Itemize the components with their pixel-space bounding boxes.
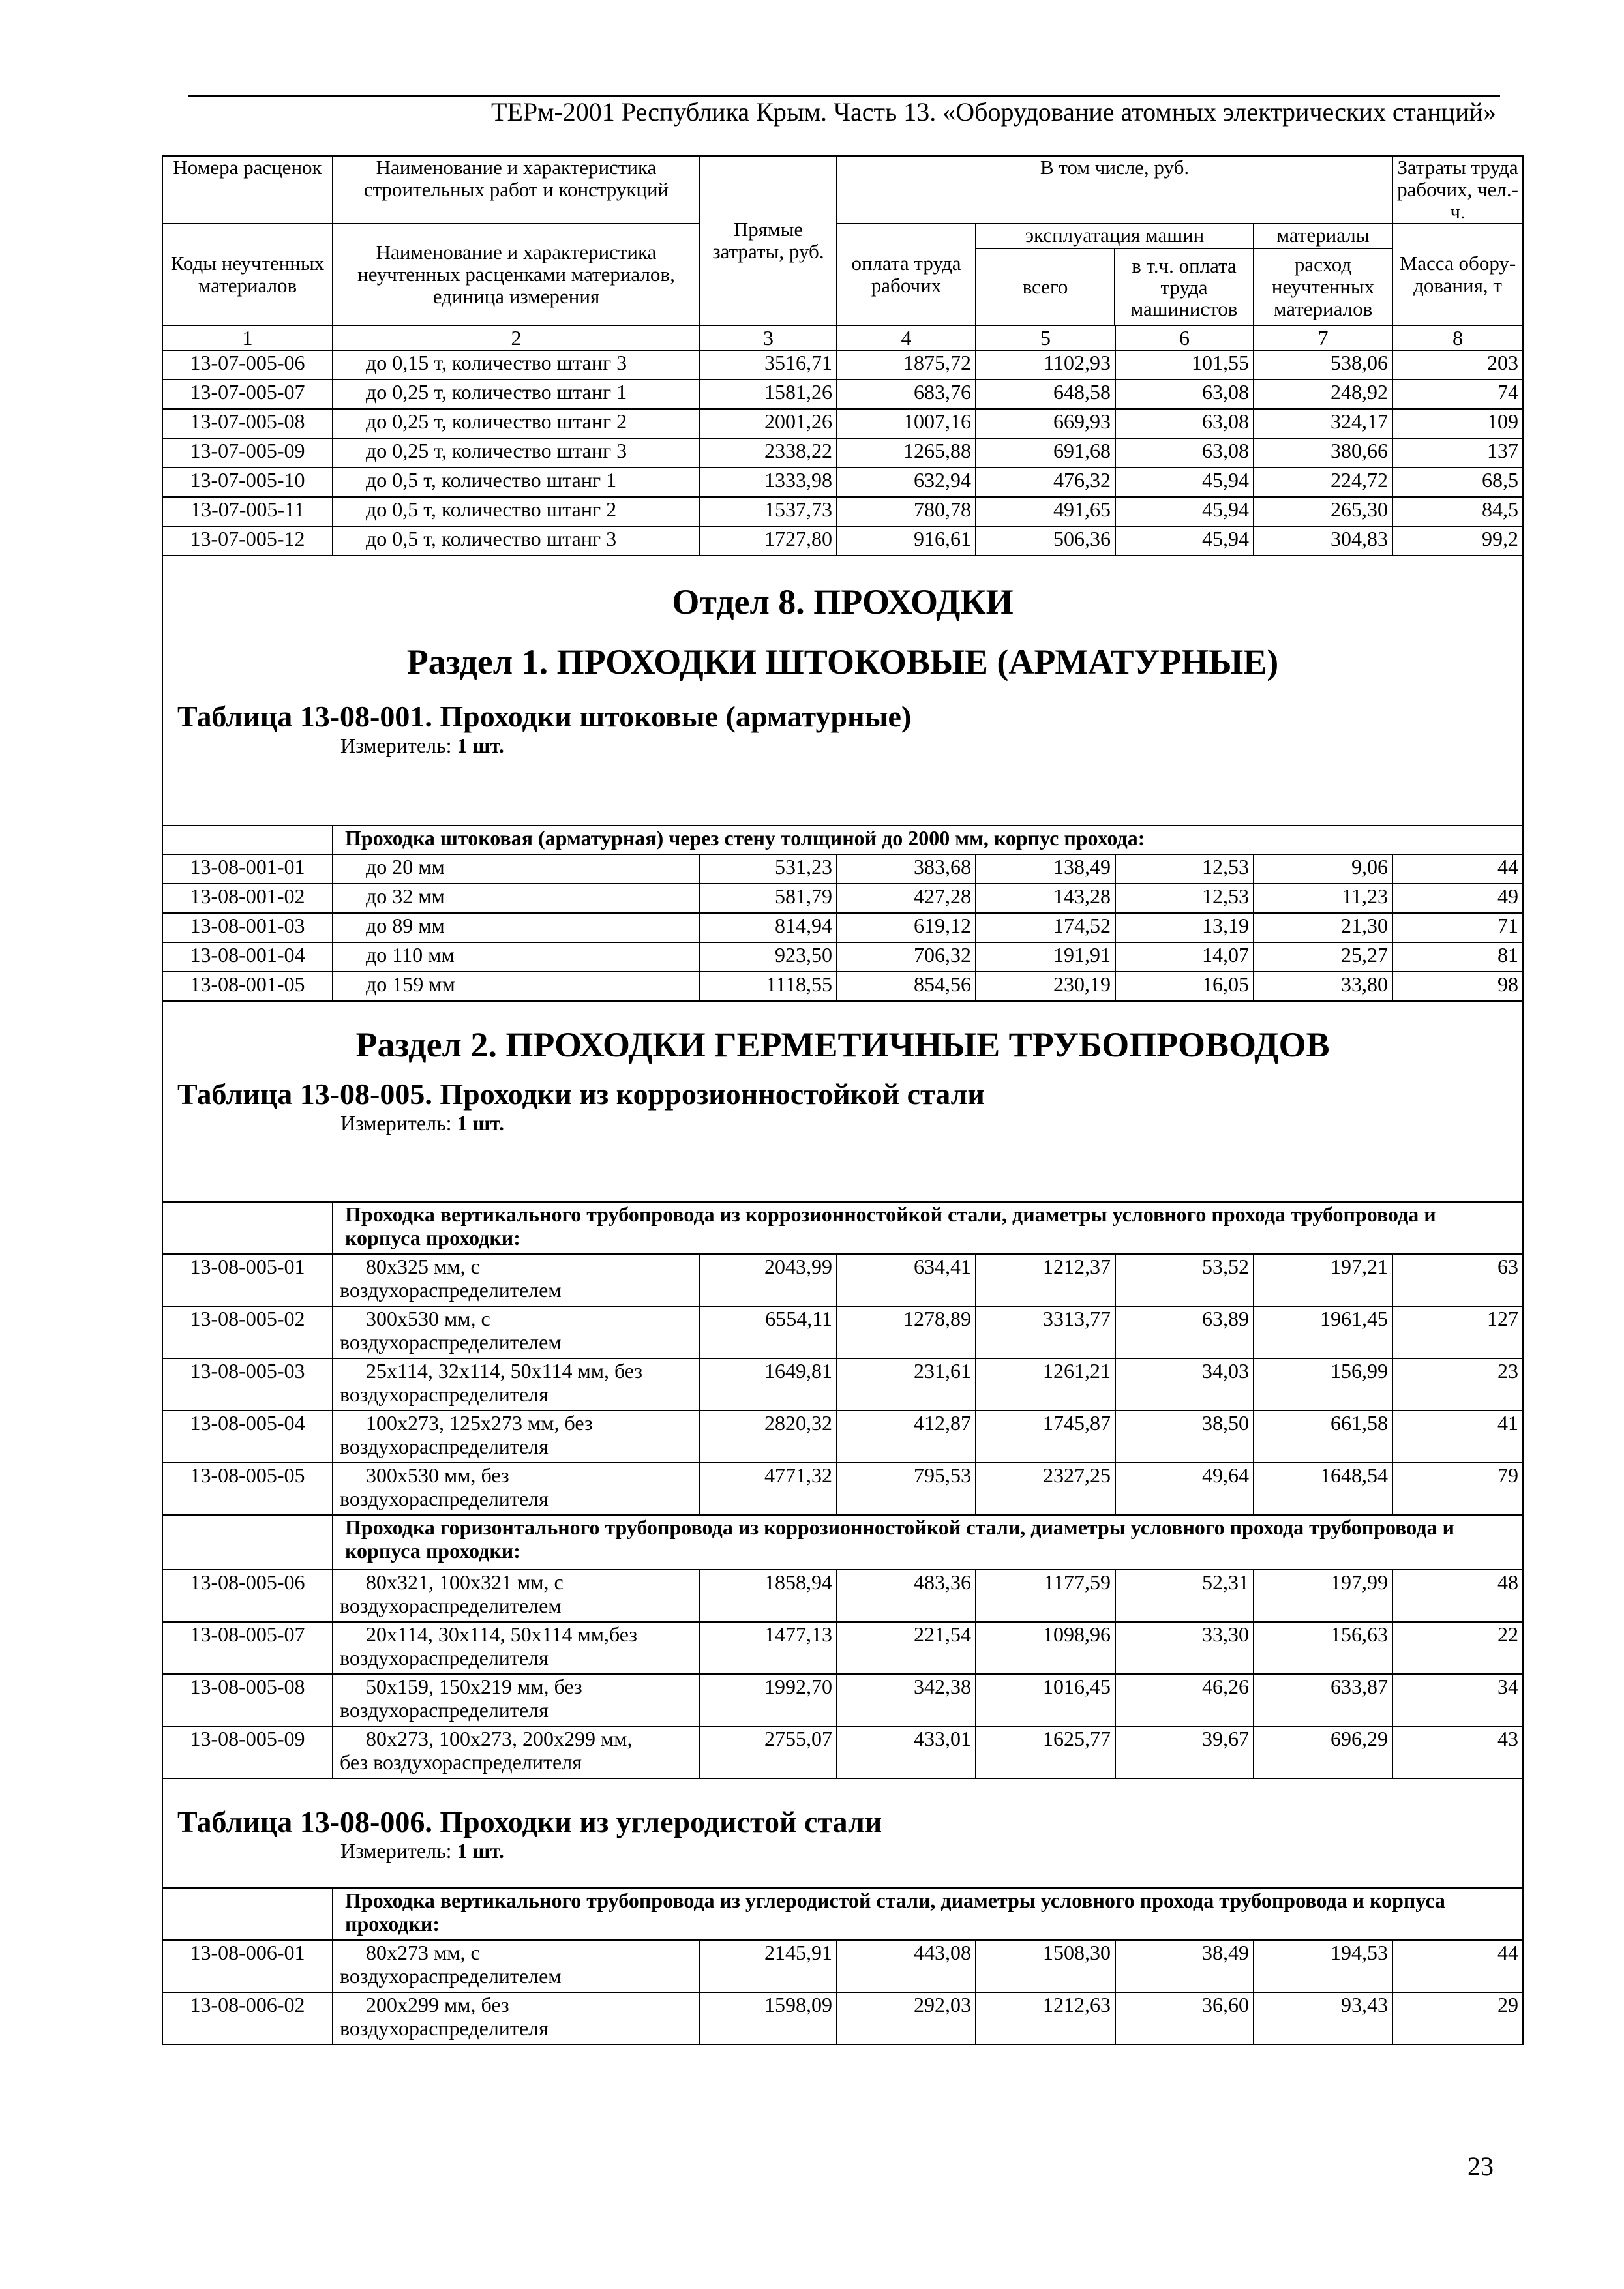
table-row	[162, 972, 1523, 1001]
header-rule	[188, 95, 1500, 97]
rate-name-line1: 80х321, 100х321 мм, с	[366, 1570, 564, 1594]
rate-code: 13-08-005-01	[162, 1254, 333, 1306]
table-row	[162, 913, 1523, 942]
rate-value: 633,87	[1254, 1674, 1392, 1726]
rate-name	[333, 1463, 700, 1515]
rate-value: 1649,81	[700, 1358, 837, 1411]
rate-value: 780,78	[837, 497, 976, 526]
rate-value: 25,27	[1254, 942, 1392, 972]
rate-value: 1648,54	[1254, 1463, 1392, 1515]
rate-name: до 0,5 т, количество штанг 2	[333, 497, 700, 526]
rate-value: 231,61	[837, 1358, 976, 1411]
rate-name: до 89 мм	[333, 913, 700, 942]
rate-value: 412,87	[837, 1411, 976, 1463]
group-heading: Проходка горизонтального трубопровода из коррозионностойкой стали, диаметры условного прохода трубопровода и корпуса проходки:	[333, 1515, 1523, 1570]
group-row	[162, 1888, 1523, 1940]
table-row	[162, 380, 1523, 409]
rate-value: 538,06	[1254, 350, 1392, 380]
group-heading: Проходка вертикального трубопровода из коррозионностойкой стали, диаметры условного прохода трубопровода и корпуса проходки:	[333, 1202, 1523, 1254]
th-works-name: Наименование и характеристика строительных работ и конструкций	[333, 156, 700, 224]
rate-name-line1: 200х299 мм, без	[366, 1993, 509, 2016]
rate-value: 265,30	[1254, 497, 1392, 526]
rate-name-line2: воздухораспределителем	[340, 1278, 562, 1302]
rate-value: 49,64	[1115, 1463, 1254, 1515]
rate-name-line2: воздухораспределителем	[340, 1594, 562, 1617]
rate-name: до 0,5 т, количество штанг 1	[333, 468, 700, 497]
rate-value: 634,41	[837, 1254, 976, 1306]
th-machines: эксплуатация машин	[976, 224, 1253, 249]
th-materials-group	[1254, 224, 1392, 325]
rate-value: 380,66	[1254, 438, 1392, 468]
rate-code: 13-08-005-06	[162, 1570, 333, 1622]
table-title-001: Таблица 13-08-001. Проходки штоковые (арматурные)	[177, 700, 912, 733]
rate-code: 13-07-005-07	[162, 380, 333, 409]
rate-code: 13-08-001-02	[162, 884, 333, 913]
rate-code: 13-08-001-03	[162, 913, 333, 942]
measure-value: 1 шт.	[457, 734, 504, 757]
rate-code: 13-08-005-08	[162, 1674, 333, 1726]
rate-name-line2: воздухораспределителем	[340, 1964, 562, 1988]
rate-value: 2338,22	[700, 438, 837, 468]
rate-name	[333, 1411, 700, 1463]
rate-value: 74	[1392, 380, 1523, 409]
rate-code: 13-08-006-02	[162, 1992, 333, 2044]
table-row	[162, 1726, 1523, 1778]
rate-name-line1: 50х159, 150х219 мм, без	[366, 1675, 582, 1698]
rate-code: 13-07-005-06	[162, 350, 333, 380]
rate-value: 531,23	[700, 854, 837, 884]
rate-value: 2145,91	[700, 1940, 837, 1992]
measure-001	[163, 734, 1522, 757]
rate-value: 137	[1392, 438, 1523, 468]
rate-value: 48	[1392, 1570, 1523, 1622]
rate-name	[333, 1254, 700, 1306]
rate-value: 221,54	[837, 1622, 976, 1674]
rate-name-line1: 25х114, 32х114, 50х114 мм, без	[366, 1359, 643, 1383]
rate-value: 44	[1392, 854, 1523, 884]
rate-value: 1333,98	[700, 468, 837, 497]
rate-name	[333, 1674, 700, 1726]
rate-code: 13-08-005-05	[162, 1463, 333, 1515]
table-row	[162, 409, 1523, 438]
rate-name-line2: воздухораспределителя	[340, 1646, 549, 1669]
rate-name	[333, 1940, 700, 1992]
rate-value: 45,94	[1115, 526, 1254, 556]
rate-value: 581,79	[700, 884, 837, 913]
group-heading: Проходка вертикального трубопровода из углеродистой стали, диаметры условного прохода трубопровода и корпуса проходки:	[333, 1888, 1523, 1940]
rate-value: 1992,70	[700, 1674, 837, 1726]
measure-value: 1 шт.	[457, 1839, 504, 1863]
rate-value: 1858,94	[700, 1570, 837, 1622]
rate-name-line2: воздухораспределителя	[340, 1698, 549, 1722]
rate-value: 23	[1392, 1358, 1523, 1411]
rate-code: 13-08-006-01	[162, 1940, 333, 1992]
rate-code: 13-07-005-08	[162, 409, 333, 438]
table-row	[162, 1622, 1523, 1674]
th-equipment-mass: Масса обору-дования, т	[1392, 224, 1523, 325]
measure-label: Измеритель:	[340, 1839, 452, 1863]
rate-value: 1212,63	[976, 1992, 1115, 2044]
rate-value: 443,08	[837, 1940, 976, 1992]
rate-value: 98	[1392, 972, 1523, 1001]
th-materials: материалы	[1254, 224, 1392, 249]
th-num: 6	[1115, 325, 1254, 350]
rate-value: 39,67	[1115, 1726, 1254, 1778]
rate-value: 93,43	[1254, 1992, 1392, 2044]
rate-value: 63	[1392, 1254, 1523, 1306]
table-row	[162, 1674, 1523, 1726]
rate-value: 6554,11	[700, 1306, 837, 1358]
rate-name-line1: 20х114, 30х114, 50х114 мм,без	[366, 1623, 638, 1646]
rate-value: 33,30	[1115, 1622, 1254, 1674]
rate-name	[333, 1622, 700, 1674]
th-material-codes: Коды неучтенных материалов	[162, 224, 333, 325]
rate-name: до 0,25 т, количество штанг 2	[333, 409, 700, 438]
table-row	[162, 1411, 1523, 1463]
table-row	[162, 1940, 1523, 1992]
rate-value: 33,80	[1254, 972, 1392, 1001]
measure-label: Измеритель:	[340, 734, 452, 757]
rate-code: 13-07-005-10	[162, 468, 333, 497]
th-num: 8	[1392, 325, 1523, 350]
rate-name	[333, 1992, 700, 2044]
rate-value: 52,31	[1115, 1570, 1254, 1622]
th-num: 5	[976, 325, 1115, 350]
rate-value: 248,92	[1254, 380, 1392, 409]
rate-value: 1537,73	[700, 497, 837, 526]
th-unaccounted-materials: расход неучтенных материалов	[1271, 253, 1375, 320]
table-row	[162, 1358, 1523, 1411]
rate-code: 13-08-001-01	[162, 854, 333, 884]
rate-value: 143,28	[976, 884, 1115, 913]
rate-value: 21,30	[1254, 913, 1392, 942]
rate-value: 3516,71	[700, 350, 837, 380]
table-title-006: Таблица 13-08-006. Проходки из углеродистой стали	[177, 1805, 882, 1838]
table-row	[162, 350, 1523, 380]
rate-value: 1265,88	[837, 438, 976, 468]
rate-value: 34	[1392, 1674, 1523, 1726]
rate-value: 696,29	[1254, 1726, 1392, 1778]
rate-value: 138,49	[976, 854, 1115, 884]
rate-name-line1: 80х273 мм, с	[366, 1941, 480, 1964]
rate-value: 661,58	[1254, 1411, 1392, 1463]
th-num: 7	[1254, 325, 1392, 350]
rate-value: 1007,16	[837, 409, 976, 438]
rate-value: 38,49	[1115, 1940, 1254, 1992]
rate-value: 706,32	[837, 942, 976, 972]
rate-value: 63,89	[1115, 1306, 1254, 1358]
rate-value: 1508,30	[976, 1940, 1115, 1992]
table-row	[162, 942, 1523, 972]
rate-value: 683,76	[837, 380, 976, 409]
th-including: В том числе, руб.	[837, 156, 1392, 224]
price-table	[162, 155, 1524, 2045]
rate-value: 1261,21	[976, 1358, 1115, 1411]
rate-value: 79	[1392, 1463, 1523, 1515]
th-num: 4	[837, 325, 976, 350]
rate-value: 342,38	[837, 1674, 976, 1726]
rate-name	[333, 1726, 700, 1778]
group-heading: Проходка штоковая (арматурная) через стену толщиной до 2000 мм, корпус прохода:	[333, 826, 1523, 854]
rate-value: 304,83	[1254, 526, 1392, 556]
rate-value: 1118,55	[700, 972, 837, 1001]
rate-code: 13-08-005-02	[162, 1306, 333, 1358]
rate-value: 156,63	[1254, 1622, 1392, 1674]
th-direct-costs: Прямые затраты, руб.	[700, 156, 837, 325]
rate-value: 38,50	[1115, 1411, 1254, 1463]
rate-name-line2: без воздухораспределителя	[340, 1750, 582, 1774]
rate-value: 99,2	[1392, 526, 1523, 556]
rate-code: 13-07-005-11	[162, 497, 333, 526]
rate-name: до 0,15 т, количество штанг 3	[333, 350, 700, 380]
running-header: ТЕРм-2001 Республика Крым. Часть 13. «Оборудование атомных электрических станций»	[491, 97, 1496, 127]
rate-value: 101,55	[1115, 350, 1254, 380]
rate-value: 691,68	[976, 438, 1115, 468]
measure-value: 1 шт.	[457, 1111, 504, 1135]
rate-value: 1745,87	[976, 1411, 1115, 1463]
rate-code: 13-07-005-12	[162, 526, 333, 556]
rate-value: 916,61	[837, 526, 976, 556]
section-razdel-2: Раздел 2. ПРОХОДКИ ГЕРМЕТИЧНЫЕ ТРУБОПРОВОДОВ	[355, 1025, 1330, 1064]
rate-code: 13-08-005-09	[162, 1726, 333, 1778]
rate-value: 109	[1392, 409, 1523, 438]
rate-value: 491,65	[976, 497, 1115, 526]
rate-value: 41	[1392, 1411, 1523, 1463]
rate-value: 1212,37	[976, 1254, 1115, 1306]
rate-value: 4771,32	[700, 1463, 837, 1515]
rate-value: 16,05	[1115, 972, 1254, 1001]
rate-value: 224,72	[1254, 468, 1392, 497]
rate-value: 63,08	[1115, 380, 1254, 409]
rate-value: 34,03	[1115, 1358, 1254, 1411]
rate-value: 1727,80	[700, 526, 837, 556]
group-row	[162, 1515, 1523, 1570]
table-row	[162, 526, 1523, 556]
rate-value: 22	[1392, 1622, 1523, 1674]
rate-value: 29	[1392, 1992, 1523, 2044]
rate-value: 669,93	[976, 409, 1115, 438]
rate-value: 427,28	[837, 884, 976, 913]
rate-value: 9,06	[1254, 854, 1392, 884]
rate-code: 13-08-005-07	[162, 1622, 333, 1674]
rate-value: 1625,77	[976, 1726, 1115, 1778]
rate-value: 433,01	[837, 1726, 976, 1778]
section-razdel-1: Раздел 1. ПРОХОДКИ ШТОКОВЫЕ (АРМАТУРНЫЕ)	[406, 642, 1279, 681]
table-row	[162, 884, 1523, 913]
rate-name-line1: 100х273, 125х273 мм, без	[366, 1411, 593, 1435]
th-rate-numbers: Номера расценок	[162, 156, 333, 224]
rate-value: 2327,25	[976, 1463, 1115, 1515]
section-block-2-cell	[162, 1001, 1523, 1202]
rate-value: 36,60	[1115, 1992, 1254, 2044]
rate-value: 44	[1392, 1940, 1523, 1992]
section-otdel: Отдел 8. ПРОХОДКИ	[672, 582, 1014, 621]
rate-value: 45,94	[1115, 497, 1254, 526]
rate-name-line1: 300х530 мм, без	[366, 1463, 509, 1487]
rate-name: до 0,25 т, количество штанг 1	[333, 380, 700, 409]
rate-value: 63,08	[1115, 409, 1254, 438]
rate-value: 632,94	[837, 468, 976, 497]
rate-name	[333, 1358, 700, 1411]
table-title-005: Таблица 13-08-005. Проходки из коррозионностойкой стали	[177, 1077, 985, 1111]
rate-name: до 20 мм	[333, 854, 700, 884]
rate-value: 1477,13	[700, 1622, 837, 1674]
th-machinists-pay: в т.ч. оплата труда машинистов	[1130, 254, 1238, 320]
rate-name-line1: 80х325 мм, с	[366, 1255, 480, 1278]
group-row	[162, 826, 1523, 854]
rate-name-line2: воздухораспределителем	[340, 1330, 562, 1354]
table-row	[162, 1463, 1523, 1515]
rate-name-line2: воздухораспределителя	[340, 1383, 549, 1406]
rate-value: 1102,93	[976, 350, 1115, 380]
rate-value: 127	[1392, 1306, 1523, 1358]
rate-value: 1177,59	[976, 1570, 1115, 1622]
rate-value: 156,99	[1254, 1358, 1392, 1411]
rate-value: 2755,07	[700, 1726, 837, 1778]
rate-value: 923,50	[700, 942, 837, 972]
rate-code: 13-07-005-09	[162, 438, 333, 468]
section-block-3-cell	[162, 1778, 1523, 1888]
section-block-2	[162, 1001, 1523, 1202]
th-workers-pay: оплата труда рабочих	[837, 224, 976, 325]
rate-code: 13-08-001-05	[162, 972, 333, 1001]
rate-name	[333, 1306, 700, 1358]
table-row	[162, 1254, 1523, 1306]
rate-value: 46,26	[1115, 1674, 1254, 1726]
table-row	[162, 854, 1523, 884]
table-row	[162, 438, 1523, 468]
rate-value: 1016,45	[976, 1674, 1115, 1726]
th-materials-name: Наименование и характеристика неучтенных расценками материалов, единица измерения	[333, 224, 700, 325]
rate-value: 14,07	[1115, 942, 1254, 972]
rate-value: 1598,09	[700, 1992, 837, 2044]
section-block-1	[162, 556, 1523, 826]
rate-value: 3313,77	[976, 1306, 1115, 1358]
thead-numbers	[162, 325, 1523, 350]
rate-value: 191,91	[976, 942, 1115, 972]
rate-value: 506,36	[976, 526, 1115, 556]
th-num: 3	[700, 325, 837, 350]
rate-value: 13,19	[1115, 913, 1254, 942]
rate-code: 13-08-001-04	[162, 942, 333, 972]
rate-value: 49	[1392, 884, 1523, 913]
rate-value: 71	[1392, 913, 1523, 942]
group-row	[162, 1202, 1523, 1254]
rate-name-line2: воздухораспределителя	[340, 1487, 549, 1510]
rate-name-line1: 300х530 мм, с	[366, 1307, 490, 1330]
rate-value: 854,56	[837, 972, 976, 1001]
page-number: 23	[1467, 2151, 1494, 2181]
rate-name	[333, 1570, 700, 1622]
rate-value: 53,52	[1115, 1254, 1254, 1306]
rate-name-line2: воздухораспределителя	[340, 1435, 549, 1458]
group-spacer	[162, 826, 333, 854]
measure-005	[163, 1111, 1522, 1135]
thead-row-2	[162, 224, 1523, 325]
rate-name: до 0,25 т, количество штанг 3	[333, 438, 700, 468]
rate-name-line1: 80х273, 100х273, 200х299 мм,	[366, 1727, 633, 1750]
rate-value: 45,94	[1115, 468, 1254, 497]
th-machines-group	[976, 224, 1254, 325]
rate-value: 11,23	[1254, 884, 1392, 913]
rate-value: 1875,72	[837, 350, 976, 380]
rate-value: 63,08	[1115, 438, 1254, 468]
rate-value: 292,03	[837, 1992, 976, 2044]
rate-value: 324,17	[1254, 409, 1392, 438]
rate-value: 203	[1392, 350, 1523, 380]
section-block-1-cell	[162, 556, 1523, 826]
rate-value: 1098,96	[976, 1622, 1115, 1674]
th-machines-total: всего	[976, 249, 1115, 325]
rate-value: 12,53	[1115, 854, 1254, 884]
rate-value: 194,53	[1254, 1940, 1392, 1992]
rate-value: 814,94	[700, 913, 837, 942]
table-row	[162, 1570, 1523, 1622]
rate-value: 43	[1392, 1726, 1523, 1778]
th-num: 2	[333, 325, 700, 350]
rate-name: до 32 мм	[333, 884, 700, 913]
rate-value: 619,12	[837, 913, 976, 942]
section-block-3	[162, 1778, 1523, 1888]
rate-code: 13-08-005-04	[162, 1411, 333, 1463]
table-row	[162, 497, 1523, 526]
rate-value: 483,36	[837, 1570, 976, 1622]
rate-value: 1961,45	[1254, 1306, 1392, 1358]
rate-name: до 159 мм	[333, 972, 700, 1001]
rate-value: 2043,99	[700, 1254, 837, 1306]
rate-name-line2: воздухораспределителя	[340, 2016, 549, 2040]
rate-value: 1278,89	[837, 1306, 976, 1358]
rate-name: до 110 мм	[333, 942, 700, 972]
table-row	[162, 1992, 1523, 2044]
rate-value: 174,52	[976, 913, 1115, 942]
rate-value: 68,5	[1392, 468, 1523, 497]
rate-value: 383,68	[837, 854, 976, 884]
table-row	[162, 468, 1523, 497]
rate-value: 12,53	[1115, 884, 1254, 913]
table-row	[162, 1306, 1523, 1358]
rate-value: 1581,26	[700, 380, 837, 409]
rate-value: 2001,26	[700, 409, 837, 438]
rate-value: 84,5	[1392, 497, 1523, 526]
thead-row-1	[162, 156, 1523, 224]
group-spacer	[162, 1202, 333, 1254]
rate-code: 13-08-005-03	[162, 1358, 333, 1411]
th-labor-costs: Затраты труда рабочих, чел.-ч.	[1392, 156, 1523, 224]
rate-value: 476,32	[976, 468, 1115, 497]
group-spacer	[162, 1888, 333, 1940]
rate-value: 81	[1392, 942, 1523, 972]
rate-value: 2820,32	[700, 1411, 837, 1463]
measure-label: Измеритель:	[340, 1111, 452, 1135]
rate-value: 197,99	[1254, 1570, 1392, 1622]
rate-value: 230,19	[976, 972, 1115, 1001]
rate-name: до 0,5 т, количество штанг 3	[333, 526, 700, 556]
measure-006	[163, 1839, 1522, 1863]
group-spacer	[162, 1515, 333, 1570]
rate-value: 648,58	[976, 380, 1115, 409]
rate-value: 795,53	[837, 1463, 976, 1515]
rate-value: 197,21	[1254, 1254, 1392, 1306]
th-num: 1	[162, 325, 333, 350]
